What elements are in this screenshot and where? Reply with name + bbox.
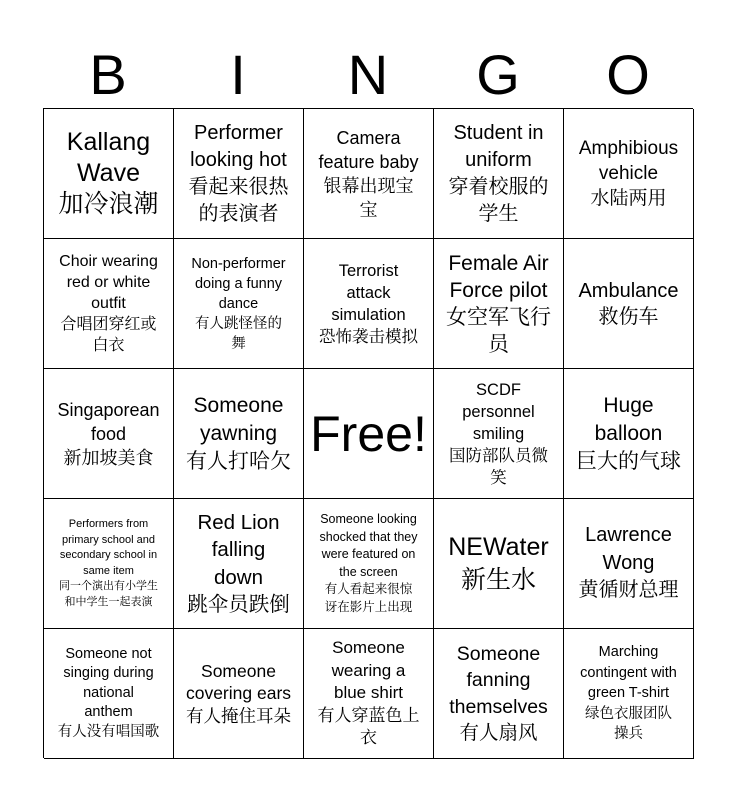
- bingo-cell-r5c4[interactable]: [434, 629, 564, 759]
- bingo-cell-r1c4[interactable]: [434, 109, 564, 239]
- bingo-cell-r1c5[interactable]: [564, 109, 694, 239]
- bingo-cell-r2c3[interactable]: [304, 239, 434, 369]
- bingo-cell-r3c4[interactable]: [434, 369, 564, 499]
- bingo-cell-r3c1[interactable]: [44, 369, 174, 499]
- cell-label: Performer looking hot 看起来很热 的表演者: [188, 121, 289, 225]
- cell-label: SCDF personnel smiling 国防部队员微 笑: [449, 380, 548, 487]
- cell-label: NEWater 新生水: [448, 532, 549, 594]
- bingo-cell-r1c3[interactable]: [304, 109, 434, 239]
- bingo-cell-r2c2[interactable]: [174, 239, 304, 369]
- bingo-cell-r5c5[interactable]: [564, 629, 694, 759]
- cell-label: Someone covering ears 有人掩住耳朵: [185, 660, 292, 726]
- bingo-cell-r5c3[interactable]: [304, 629, 434, 759]
- cell-label: Marching contingent with green T-shirt 绿色衣服团队 操兵: [580, 644, 677, 743]
- header-letter-g: G: [476, 43, 520, 106]
- cell-label: Someone not singing during national anthem 有人没有唱国歌: [57, 645, 160, 740]
- cell-label: Red Lion falling down 跳伞员跌倒: [187, 510, 290, 616]
- cell-label: Camera feature baby 银幕出现宝 宝: [318, 127, 419, 220]
- header-letter-n: N: [347, 43, 389, 106]
- cell-label: Someone looking shocked that they were featured on the screen 有人看起来很惊 讶在影片上出现: [319, 512, 418, 614]
- cell-label: Female Air Force pilot 女空军飞行 员: [446, 251, 551, 356]
- cell-label: Performers from primary school and secondary school in same item 同一个演出有小学生 和中学生一起表演: [59, 518, 158, 608]
- bingo-cell-r5c1[interactable]: [44, 629, 174, 759]
- cell-label: Someone fanning themselves 有人扇风: [449, 642, 548, 744]
- bingo-cell-r2c5[interactable]: [564, 239, 694, 369]
- cell-label: Kallang Wave 加冷浪潮: [58, 128, 159, 218]
- cell-label: Student in uniform 穿着校服的 学生: [448, 121, 549, 225]
- cell-label: Someone yawning 有人打哈欠: [186, 393, 291, 473]
- bingo-board: [43, 108, 693, 758]
- cell-label: Ambulance 救伤车: [578, 279, 679, 328]
- bingo-cell-r1c2[interactable]: [174, 109, 304, 239]
- header-letter-i: I: [230, 43, 246, 106]
- bingo-cell-r2c1[interactable]: [44, 239, 174, 369]
- bingo-cell-r4c3[interactable]: [304, 499, 434, 629]
- free-space-label: Free!: [310, 405, 427, 462]
- bingo-cell-r4c4[interactable]: [434, 499, 564, 629]
- bingo-cell-r4c5[interactable]: [564, 499, 694, 629]
- bingo-cell-r3c2[interactable]: [174, 369, 304, 499]
- bingo-header: [43, 42, 693, 108]
- bingo-cell-r5c2[interactable]: [174, 629, 304, 759]
- bingo-cell-r1c1[interactable]: [44, 109, 174, 239]
- cell-label: Choir wearing red or white outfit 合唱团穿红或 白衣: [59, 253, 158, 354]
- bingo-cell-r2c4[interactable]: [434, 239, 564, 369]
- header-letter-b: B: [89, 43, 127, 106]
- cell-label: Amphibious vehicle 水陆两用: [578, 138, 679, 209]
- bingo-cell-r4c1[interactable]: [44, 499, 174, 629]
- header-letter-o: O: [606, 43, 650, 106]
- cell-label: Terrorist attack simulation 恐怖袭击模拟: [319, 261, 418, 346]
- cell-label: Singaporean food 新加坡美食: [57, 399, 160, 468]
- cell-label: Non-performer doing a funny dance 有人跳怪怪的 舞: [191, 255, 286, 352]
- cell-label: Someone wearing a blue shirt 有人穿蓝色上 衣: [317, 638, 420, 748]
- bingo-cell-free[interactable]: [304, 369, 434, 499]
- cell-label: Huge balloon 巨大的气球: [576, 393, 681, 473]
- bingo-cell-r4c2[interactable]: [174, 499, 304, 629]
- bingo-cell-r3c5[interactable]: [564, 369, 694, 499]
- cell-label: Lawrence Wong 黄循财总理: [578, 524, 679, 602]
